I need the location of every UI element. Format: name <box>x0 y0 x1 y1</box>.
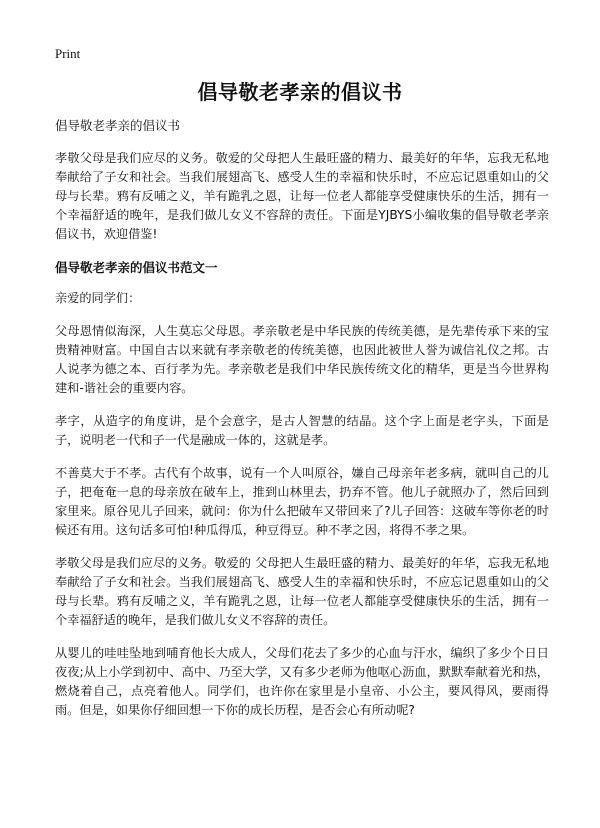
body-paragraph: 父母恩情似海深，人生莫忘父母恩。孝亲敬老是中华民族的传统美德，是先辈传承下来的宝贵精神财富。中国自古以来就有孝亲敬老的传统美德，也因此被世人誉为诚信礼仪之邦。古人说孝为德之本、百行孝为先。孝亲敬老是我们中华民族传统文化的精华，更是当今世界构建和-谐社会的重要内容。 <box>55 324 549 395</box>
body-paragraph: 孝敬父母是我们应尽的义务。敬爱的 父母把人生最旺盛的精力、最美好的年华，忘我无私地奉献给了子女和社会。当我们展翅高飞、感受人生的幸福和快乐时，不应忘记恩重如山的父母与长辈。鸦有反哺之义，羊有跪乳之恩，让每一位老人都能享受健康快乐的生活，拥有一个幸福舒适的晚年，是我们做儿女义不容辞的责任。 <box>55 556 549 627</box>
body-paragraph: 孝字，从造字的角度讲，是个会意字，是古人智慧的结晶。这个字上面是老字头，下面是子，说明老一代和子一代是融成一体的，这就是孝。 <box>55 414 549 447</box>
article-body <box>55 116 549 734</box>
page-title: 倡导敬老孝亲的倡议书 <box>197 80 403 104</box>
article-subtitle: 倡导敬老孝亲的倡议书 <box>55 118 181 133</box>
body-paragraph: 不善莫大于不孝。古代有个故事，说有一个人叫原谷，嫌自己母亲年老多病，就叫自己的儿子，把奄奄一息的母亲放在破车上，推到山林里去，扔弃不管。他儿子就照办了，然后回到家里来。原谷见儿子回来，就问：你为什么把破车又带回来了?儿子回答：这破车等你老的时候还有用。这句话多可怕!种瓜得瓜，种豆得豆。种不孝之因，将得不孝之果。 <box>55 466 549 537</box>
greeting: 亲爱的同学们： <box>55 291 141 305</box>
body-paragraph: 从婴儿的哇哇坠地到哺育他长大成人，父母们花去了多少的心血与汗水，编织了多少个日日夜夜;从上小学到初中、高中、乃至大学，又有多少老师为他呕心沥血，默默奉献着光和热，燃烧着自己，点亮着他人。同学们，也许你在家里是小皇帝、小公主，要风得风，要雨得雨。但是，如果你仔细回想一下你的成长历程，是否会心有所动呢? <box>55 646 549 717</box>
intro-paragraph: 孝敬父母是我们应尽的义务。敬爱的父母把人生最旺盛的精力、最美好的年华，忘我无私地奉献给了子女和社会。当我们展翅高飞、感受人生的幸福和快乐时，不应忘记恩重如山的父母与长辈。鸦有反哺之义，羊有跪乳之恩，让每一位老人都能享受健康快乐的生活，拥有一个幸福舒适的晚年，是我们做儿女义不容辞的责任。下面是YJBYS小编收集的倡导敬老孝亲倡议书，欢迎借鉴! <box>55 151 549 241</box>
section-heading: 倡导敬老孝亲的倡议书范文一 <box>55 260 218 275</box>
print-link[interactable]: Print <box>55 46 81 61</box>
